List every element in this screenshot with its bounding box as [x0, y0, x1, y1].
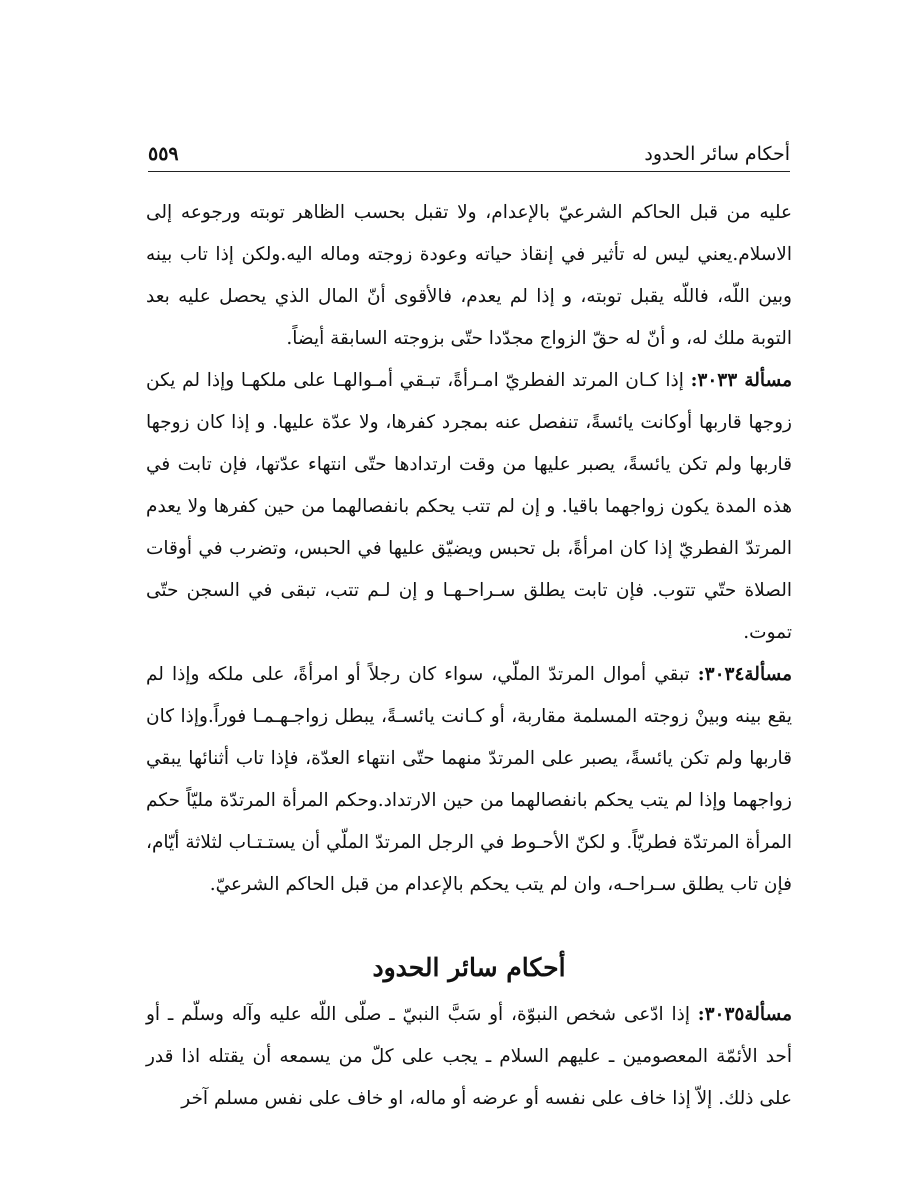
page-body	[146, 192, 792, 1120]
running-title: أحكام سائر الحدود	[644, 143, 790, 165]
issue-label: مسألة٣٠٣٥:	[697, 1004, 792, 1025]
issue-3035	[146, 994, 792, 1120]
section-heading: أحكام سائر الحدود	[372, 953, 566, 982]
page-number: ٥٥٩	[148, 143, 179, 165]
issue-text: تبقي أموال المرتدّ الملّي، سواء كان رجلاً أو امرأةً، على ملكه وإذا لم يقع بينه وبينْ زوجته المسلمة مقاربة، أو كـانت يائسـةً، يبطل زواجـهـمـا فوراً.وإذا كان قاربها ولم تكن يائسةً، يصبر على المرتدّ منهما حتّى انتهاء العدّة، فإذا تاب أثنائها يبقي زواجهما وإذا لم يتب يحكم بانفصالهما من حين الارتداد.وحكم المرأة المرتدّة مليّاً حكم المرأة المرتدّة فطريّاً. و لكنّ الأحـوط في الرجل المرتدّ الملّي أن يستـتـاب لثلاثة أيّام، فإن تاب يطلق سـراحـه، وان لم يتب يحكم بالإعدام من قبل الحاكم الشرعيّ.	[146, 664, 792, 895]
issue-3033	[146, 360, 792, 654]
issue-text: إذا ادّعى شخص النبوّة، أو سَبَّ النبيّ ـ صلّى اللّه عليه وآله وسلّم ـ أو أحد الأئمّة المعصومين ـ عليهم السلام ـ يجب على كلّ من يسمعه أن يقتله اذا قدر على ذلك. إلاّ إذا خاف على نفسه أو عرضه أو ماله، او خاف على نفس مسلم آخر	[146, 1004, 792, 1109]
header-divider	[148, 171, 790, 172]
paragraph-text: عليه من قبل الحاكم الشرعيّ بالإعدام، ولا تقبل بحسب الظاهر توبته ورجوعه إلى الاسلام.يعني ليس له تأثير في إنقاذ حياته وعودة زوجته وماله اليه.ولكن إذا تاب بينه وبين اللّه، فاللّه يقبل توبته، و إذا لم يعدم، فالأقوى أنّ المال الذي يحصل عليه بعد التوبة ملك له، و أنّ له حقّ الزواج مجدّدا حتّى بزوجته السابقة أيضاً.	[146, 202, 792, 349]
issue-label: مسألة٣٠٣٤:	[697, 664, 792, 685]
paragraph-continuation	[146, 192, 792, 360]
issue-label: مسألة ٣٠٣٣:	[690, 370, 792, 391]
issue-3034	[146, 654, 792, 906]
page-header	[148, 143, 790, 165]
issue-text: إذا كـان المرتد الفطريّ امـرأةً، تبـقي أمـوالهـا على ملكهـا وإذا لم يكن زوجها قاربها أوكانت يائسةً، تنفصل عنه بمجرد كفرها، ولا عدّة عليها. و إذا كان زوجها قاربها ولم تكن يائسةً، يصبر عليها من وقت ارتدادها حتّى انتهاء عدّتها، فإن تابت في هذه المدة يكون زواجهما باقيا. و إن لم تتب يحكم بانفصالهما من حين كفرها ولا يعدم المرتدّ الفطريّ إذا كان امرأةً، بل تحبس ويضيّق عليها في الحبس، وتضرب في أوقات الصلاة حتّي تتوب. فإن تابت يطلق سـراحـهـا و إن لـم تتب، تبقى في السجن حتّى تموت.	[146, 370, 792, 643]
